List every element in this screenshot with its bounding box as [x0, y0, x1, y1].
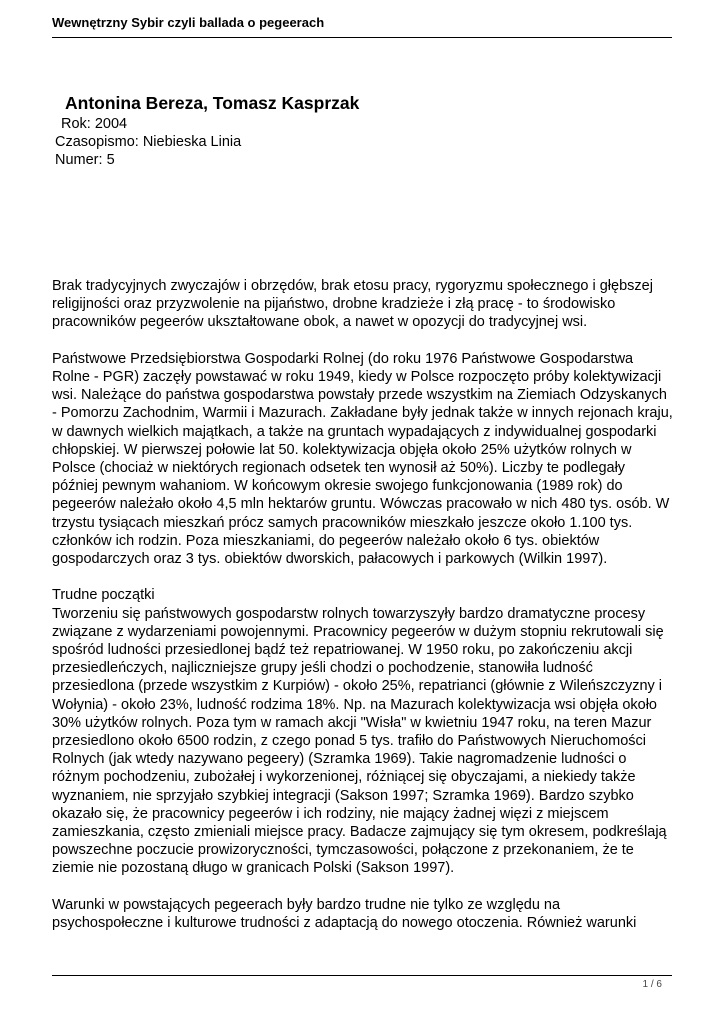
article-issue: Numer: 5 [55, 152, 115, 168]
paragraph-conditions: Warunki w powstających pegeerach były bardzo trudne nie tylko ze względu na psychospołeczne i kulturowe trudności z adaptacją do nowego otoczenia. Również warunki [52, 896, 637, 932]
section-trudne-poczatki [52, 586, 674, 877]
article-year: Rok: 2004 [61, 116, 128, 132]
paragraph-ppgr-history: Państwowe Przedsiębiorstwa Gospodarki Rolnej (do roku 1976 Państwowe Gospodarstwa Rolne - PGR) zaczęły powstawać w roku 1949, kiedy w Polsce rozpoczęto próby kolektywizacji wsi. Należące do państwa gospodarstwa powstały przede wszystkim na Ziemiach Odzyskanych - Pomorzu Zachodnim, Warmii i Mazurach. Zakładane były jednak także w innych rejonach kraju, w dawnych wielkich majątkach, a także na gruntach wypadających z indywidualnej gospodarki chłopskiej. W pierwszej połowie lat 50. kolektywizacja objęła około 25% użytków rolnych w Polsce (chociaż w niektórych regionach odsetek ten wynosił aż 50%). Liczby te podlegały później pewnym wahaniom. W końcowym okresie swojego funkcjonowania (1989 rok) do pegeerów należało około 4,5 mln hektarów gruntu. Wówczas pracowało w nich 480 tys. osób. W trzystu tysiącach mieszkań prócz samych pracowników mieszkało jeszcze około 1.100 tys. członków ich rodzin. Poza mieszkaniami, do pegeerów należało około 6 tys. obiektów gospodarczych oraz 3 tys. obiektów dworskich, pałacowych i parkowych (Wilkin 1997). [52, 350, 673, 568]
article-journal: Czasopismo: Niebieska Linia [55, 134, 242, 150]
article-meta [55, 92, 675, 169]
paragraph-intro: Brak tradycyjnych zwyczajów i obrzędów, brak etosu pracy, rygoryzmu społecznego i głębszej religijności oraz przyzwolenie na pijaństwo, drobne kradzieże i złą pracę - to środowisko pracowników pegeerów ukształtowane obok, a nawet w opozycji do tradycyjnej wsi. [52, 278, 653, 331]
article-authors: Antonina Bereza, Tomasz Kasprzak [65, 93, 360, 113]
footer-divider [52, 975, 672, 976]
page-number: 1 / 6 [642, 979, 662, 990]
paragraph-beginnings: Tworzeniu się państwowych gospodarstw rolnych towarzyszyły bardzo dramatyczne procesy związane z wydarzeniami powojennymi. Pracownicy pegeerów w dużym stopniu rekrutowali się spośród ludności przesiedlonej bądź też repatriowanej. W 1950 roku, po zakończeniu akcji przesiedleńczych, najliczniejsze grupy jeśli chodzi o pochodzenie, stanowiła ludność przesiedlona (przede wszystkim z Kurpiów) - około 25%, repatrianci (głównie z Wileńszczyzny i Wołynia) - około 23%, ludność rodzima 18%. Np. na Mazurach kolektywizacja wsi objęła około 30% użytków rolnych. Poza tym w ramach akcji "Wisła" w kwietniu 1947 roku, na teren Mazur przesiedlono około 6500 rodzin, z czego ponad 5 tys. trafiło do Państwowych Nieruchomości Rolnych (jak wtedy nazywano pegeery) (Szramka 1969). Takie nagromadzenie ludności o różnym pochodzeniu, zubożałej i wykorzenionej, różniącej się obyczajami, a niekiedy także wyznaniem, nie sprzyjało szybkiej integracji (Sakson 1997; Szramka 1969). Bardzo szybko okazało się, że pracownicy pegeerów i ich rodziny, nie mający żadnej więzi z miejscem zamieszkania, często zmieniali miejsce pracy. Badacze zajmujący się tym okresem, podkreślają powszechne poczucie prowizoryczności, tymczasowości, połączone z przekonaniem, że te ziemie nie pozostaną długo w granicach Polski (Sakson 1997). [52, 605, 667, 877]
running-header-title: Wewnętrzny Sybir czyli ballada o pegeerach [52, 15, 325, 30]
header-divider [52, 37, 672, 38]
section-heading: Trudne początki [52, 587, 155, 604]
article-body [52, 277, 674, 950]
